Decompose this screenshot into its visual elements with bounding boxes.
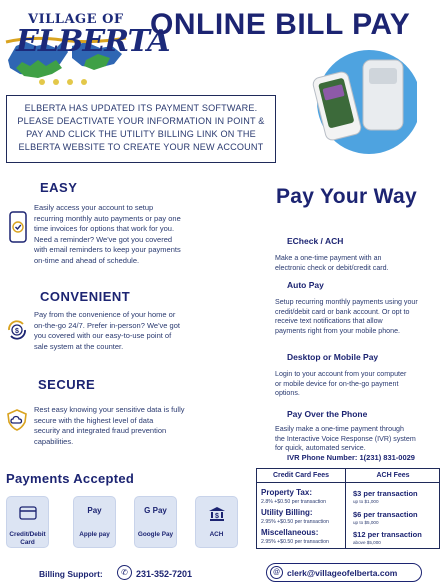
echeck-heading: ECheck / ACH [287,236,344,246]
method-line: electronic check or debit/credit card. [275,263,389,272]
fee-table-divider [257,482,439,483]
ach-fee-amount: $6 per transaction [353,510,418,519]
ach-label: ACH [209,531,224,538]
pay-your-way-title: Pay Your Way [276,185,417,208]
feature-line: recurring monthly auto payments or pay one [34,213,181,223]
feature-line: Easily access your account to setup [34,203,154,212]
phone-icon: ✆ [117,565,132,580]
feature-line: Rest easy knowing your sensitive data is fully [34,405,185,414]
method-line: payments right from your mobile phone. [275,326,400,335]
autopay-body [275,298,445,336]
feature-body-convenient [34,310,254,352]
credit-card-label: Credit/Debit Card [9,531,46,546]
method-line: Easily make a one-time payment through [275,425,404,433]
payments-accepted-title: Payments Accepted [6,471,135,486]
feature-line: sale system at the counter. [34,341,124,351]
fee-label-utility-billing: Utility Billing: [261,508,313,517]
logo-text-main: ELBERTA [16,24,170,59]
feature-body-secure [34,405,254,447]
method-line: Login to your account from your computer [275,370,407,378]
method-line: for quick, automated service. [275,444,366,452]
apple-pay-label: Apple pay [79,531,110,538]
desktop-mobile-body [275,370,445,399]
google-pay-label: Google Pay [137,531,174,538]
svg-text:$: $ [15,328,19,335]
feature-body-easy [34,203,254,266]
support-email[interactable]: clerk@villageofelberta.com [287,568,398,578]
logo-text-top: VILLAGE OF [28,12,124,27]
desktop-mobile-heading: Desktop or Mobile Pay [287,352,379,362]
google-pay-option [134,496,177,548]
payment-devices-icon [305,46,417,156]
method-line: or mobile device for on-the-go payment [275,379,399,388]
feature-line: on-the-go 24/7. Prefer in-person? We've got [34,320,180,330]
method-line: Setup recurring monthly payments using your [275,298,418,306]
method-line: the Interactive Voice Response (IVR) system [275,434,416,443]
feature-line: capabilities. [34,436,74,446]
ach-fee-detail: up to $5,000 [353,520,379,525]
payment-terminal-illustration [305,46,417,156]
ach-fee-detail: above $5,000 [353,540,381,545]
apple-pay-icon: Pay [87,506,102,515]
fee-label-miscellaneous: Miscellaneous: [261,528,319,537]
fee-detail: 2.8% +$0.50 per transaction [261,499,327,505]
software-update-notice: ELBERTA HAS UPDATED ITS PAYMENT SOFTWARE. PLEASE DEACTIVATE YOUR INFORMATION IN POINT & PAY AND CLICK THE UTILITY BILLING LINK ON THE ELBERTA WEBSITE TO CREATE YOUR NEW ACCOUNT [6,95,276,163]
echeck-body [275,254,445,273]
autopay-heading: Auto Pay [287,280,324,290]
email-icon: @ [270,566,283,579]
feature-line: time invoices for options that work for you. [34,224,175,233]
credit-card-icon [7,506,48,522]
ach-fees-header: ACH Fees [376,472,410,479]
phone-pay-body [275,425,445,454]
ach-fee-amount: $12 per transaction [353,530,422,539]
feature-title-convenient: CONVENIENT [40,289,131,304]
feature-line: Need a reminder? We've got you covered [34,234,173,244]
village-logo [2,2,170,86]
dollar-cycle-icon [5,318,27,340]
ach-option [195,496,238,548]
phone-pay-heading: Pay Over the Phone [287,409,368,419]
cloud-shield-icon [5,408,27,430]
page-title: ONLINE BILL PAY [150,8,411,41]
google-pay-icon: G Pay [144,506,167,515]
svg-text:$: $ [214,513,219,520]
fee-label-property-tax: Property Tax: [261,488,312,497]
feature-line: security and integrated fraud prevention [34,426,167,435]
apple-pay-option [73,496,116,548]
feature-title-easy: EASY [40,180,78,195]
feature-line: Pay from the convenience of your home or [34,310,176,319]
credit-card-option [6,496,49,548]
ivr-phone-number: IVR Phone Number: 1(231) 831-0029 [287,453,415,462]
method-line: Make a one-time payment with an [275,254,382,262]
feature-line: on-time and ahead of schedule. [34,255,140,265]
ach-fee-amount: $3 per transaction [353,489,418,498]
fee-table [256,468,440,549]
method-line: credit/debit card or bank account. Or opt to [275,307,410,316]
fee-column-divider [345,469,346,548]
feature-line: you covered with our easy-to-use point of [34,331,172,340]
feature-line: with email reminders to keep your payments [34,245,181,254]
ach-fee-detail: up to $1,000 [353,499,379,504]
method-line: options. [275,389,300,397]
billing-support-label: Billing Support: [39,569,103,579]
support-phone-number[interactable]: 231-352-7201 [136,569,193,579]
method-line: receive text notifications that allow [275,317,383,325]
checkmark-phone-icon [7,211,29,233]
fee-detail: 2.95% +$0.50 per transaction [261,539,329,545]
bank-icon [196,506,237,524]
feature-line: secure with the highest level of data [34,415,154,425]
feature-title-secure: SECURE [38,377,96,392]
fee-detail: 2.95% +$0.50 per transaction [261,519,329,525]
credit-fees-header: Credit Card Fees [272,472,330,479]
